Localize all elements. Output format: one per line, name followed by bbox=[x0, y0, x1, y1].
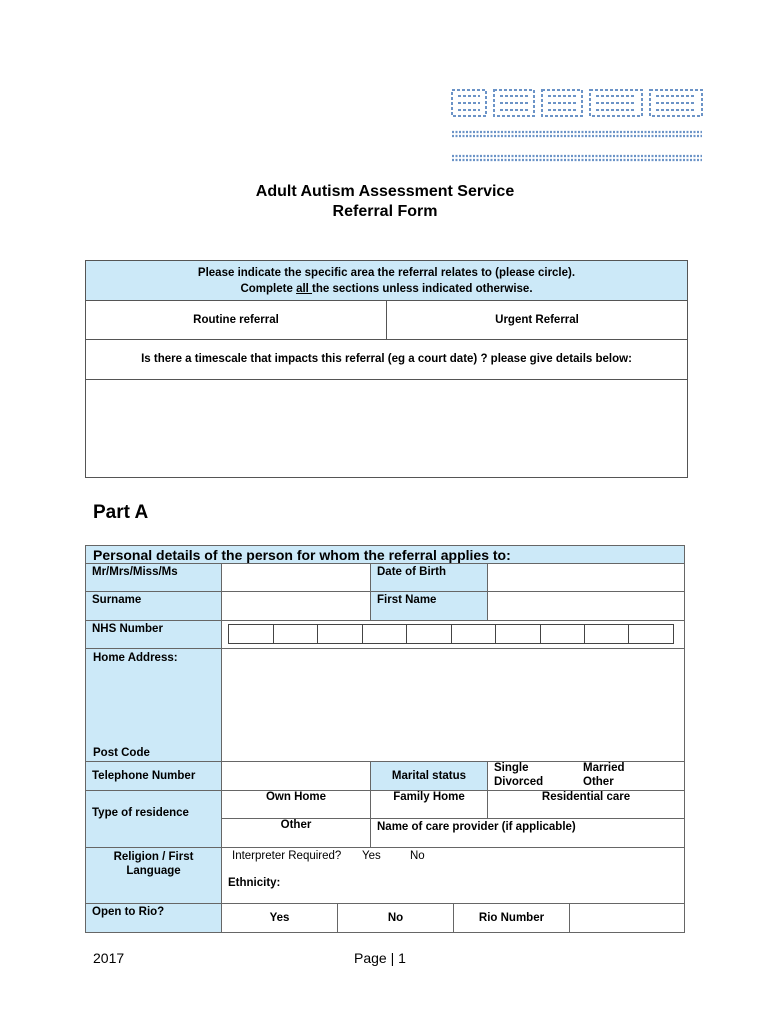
nhs-number-boxes[interactable] bbox=[228, 624, 674, 644]
instruction-pre: Complete bbox=[240, 283, 297, 295]
post-code-label: Post Code bbox=[93, 747, 150, 759]
marital-other[interactable]: Other bbox=[583, 776, 614, 788]
referral-area-table bbox=[85, 260, 688, 478]
nhs-number-field[interactable] bbox=[221, 620, 685, 649]
home-address-label: Home Address: bbox=[93, 652, 178, 664]
footer-page-number: Page | 1 bbox=[354, 950, 406, 966]
marital-status-label: Marital status bbox=[370, 761, 488, 791]
dob-label: Date of Birth bbox=[370, 563, 488, 592]
first-name-field[interactable] bbox=[487, 591, 685, 621]
timescale-question: Is there a timescale that impacts this referral (eg a court date) ? please give details below: bbox=[86, 340, 687, 380]
part-a-heading: Part A bbox=[93, 502, 149, 523]
referral-instruction bbox=[86, 261, 687, 301]
rio-no-option[interactable]: No bbox=[337, 903, 454, 933]
surname-label: Surname bbox=[85, 591, 222, 621]
telephone-field[interactable] bbox=[221, 761, 371, 791]
instruction-line-2 bbox=[86, 281, 687, 297]
religion-language-field[interactable] bbox=[221, 847, 685, 904]
personal-details-table bbox=[85, 545, 685, 933]
address-label-cell bbox=[85, 648, 222, 762]
surname-field[interactable] bbox=[221, 591, 371, 621]
marital-divorced[interactable]: Divorced bbox=[494, 776, 544, 788]
title-line-1: Adult Autism Assessment Service bbox=[255, 183, 515, 200]
marital-single[interactable]: Single bbox=[494, 762, 529, 774]
referral-type-row bbox=[86, 301, 687, 340]
routine-referral-option[interactable]: Routine referral bbox=[193, 314, 279, 326]
own-home-option[interactable]: Own Home bbox=[221, 790, 371, 819]
ethnicity-label: Ethnicity: bbox=[228, 877, 281, 889]
home-address-field[interactable] bbox=[221, 648, 685, 762]
title-field[interactable] bbox=[221, 563, 371, 592]
instruction-post: the sections unless indicated otherwise. bbox=[312, 283, 533, 295]
marital-married[interactable]: Married bbox=[583, 762, 625, 774]
religion-label: Religion / First Language bbox=[85, 847, 222, 904]
timescale-details-field[interactable] bbox=[86, 380, 687, 477]
page-title bbox=[0, 182, 770, 222]
interpreter-yes[interactable]: Yes bbox=[362, 850, 381, 862]
marital-status-options bbox=[487, 761, 685, 791]
rio-number-field[interactable] bbox=[569, 903, 685, 933]
interpreter-no[interactable]: No bbox=[410, 850, 425, 862]
urgent-referral-option[interactable]: Urgent Referral bbox=[495, 314, 579, 326]
rio-number-label: Rio Number bbox=[453, 903, 570, 933]
dob-field[interactable] bbox=[487, 563, 685, 592]
telephone-label: Telephone Number bbox=[85, 761, 222, 791]
rio-yes-option[interactable]: Yes bbox=[221, 903, 338, 933]
title-label: Mr/Mrs/Miss/Ms bbox=[85, 563, 222, 592]
footer-year: 2017 bbox=[93, 950, 125, 966]
first-name-label: First Name bbox=[370, 591, 488, 621]
care-provider-field[interactable]: Name of care provider (if applicable) bbox=[370, 818, 685, 848]
section-title: Personal details of the person for whom the referral applies to: bbox=[85, 545, 685, 564]
nhs-logo-icon bbox=[448, 86, 710, 168]
other-residence-option[interactable]: Other bbox=[221, 818, 371, 848]
instruction-line-1: Please indicate the specific area the referral relates to (please circle). bbox=[197, 267, 576, 279]
open-to-rio-label: Open to Rio? bbox=[85, 903, 222, 933]
type-of-residence-label: Type of residence bbox=[85, 790, 222, 848]
nhs-number-label: NHS Number bbox=[85, 620, 222, 649]
residential-care-option[interactable]: Residential care bbox=[487, 790, 685, 819]
title-line-2: Referral Form bbox=[332, 203, 438, 220]
family-home-option[interactable]: Family Home bbox=[370, 790, 488, 819]
interpreter-label: Interpreter Required? bbox=[232, 850, 342, 862]
instruction-underline: all bbox=[296, 283, 313, 295]
